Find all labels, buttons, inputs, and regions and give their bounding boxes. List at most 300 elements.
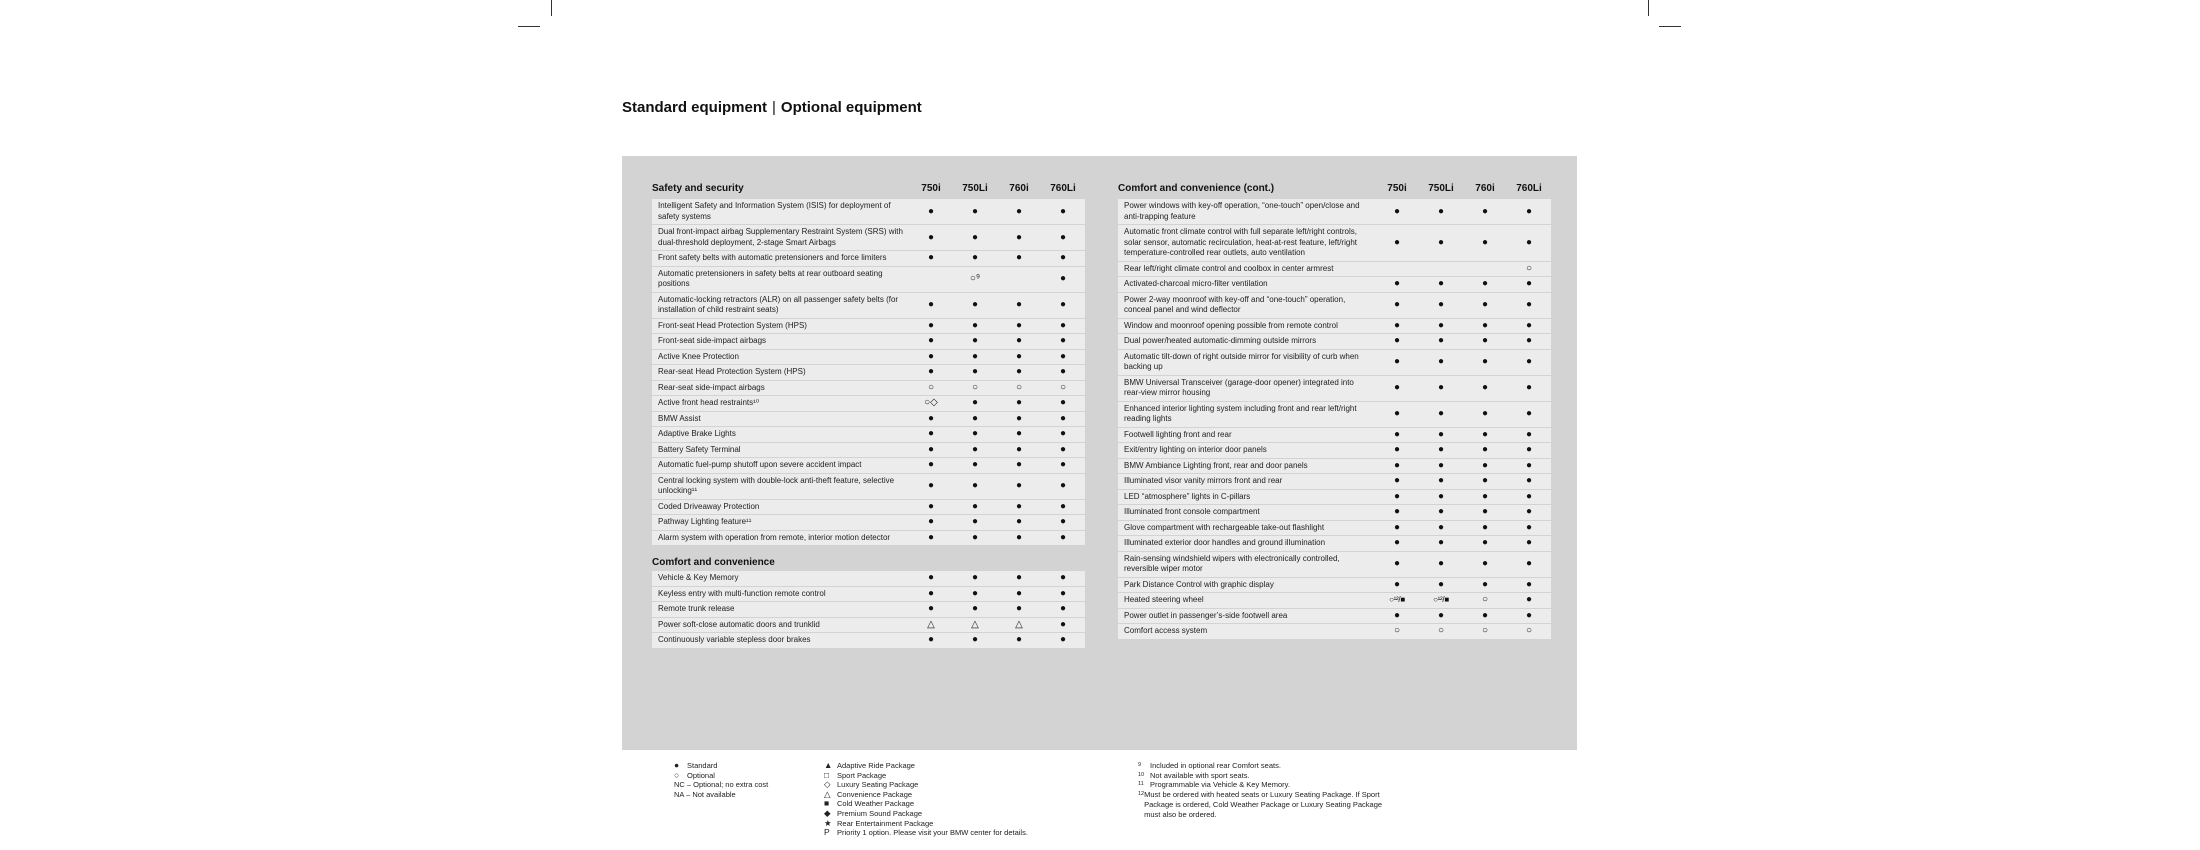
table-row bbox=[1118, 376, 1551, 401]
availability-cell: ● bbox=[927, 603, 935, 615]
feature-label: Active front head restraints¹⁰ bbox=[658, 398, 760, 407]
availability-cell: ● bbox=[1525, 335, 1533, 347]
availability-cell: ● bbox=[927, 516, 935, 528]
feature-label: BMW Universal Transceiver (garage-door opener) integrated into rear-view mirror housing bbox=[1124, 377, 1354, 397]
legend-symbol: ○ bbox=[674, 769, 680, 780]
availability-cell: ● bbox=[1059, 428, 1067, 440]
column-header-750i: 750i bbox=[1387, 182, 1407, 194]
table-row bbox=[1118, 262, 1551, 277]
availability-cell: ● bbox=[971, 252, 979, 264]
availability-cell: ● bbox=[1015, 319, 1023, 331]
availability-cell: ● bbox=[1481, 428, 1489, 440]
legend-label: Luxury Seating Package bbox=[837, 780, 919, 790]
availability-cell: ● bbox=[1481, 299, 1489, 310]
availability-cell: ● bbox=[1015, 634, 1023, 646]
availability-cell: ● bbox=[927, 587, 935, 599]
feature-label: Power soft-close automatic doors and trunklid bbox=[658, 619, 820, 629]
footnote-number: 11 bbox=[1138, 781, 1144, 788]
feature-label: LED “atmosphere” lights in C-pillars bbox=[1124, 491, 1251, 501]
availability-cell: ● bbox=[1525, 521, 1533, 533]
footnote-number: 12 bbox=[1138, 791, 1145, 798]
availability-cell: ● bbox=[1481, 578, 1489, 590]
table-row bbox=[1118, 319, 1551, 334]
feature-label: Alarm system with operation from remote, interior motion detector bbox=[658, 532, 891, 542]
availability-cell: ● bbox=[1393, 558, 1401, 569]
availability-cell: ● bbox=[1015, 480, 1023, 491]
feature-label: Intelligent Safety and Information System (ISIS) for deployment of safety systems bbox=[658, 201, 891, 221]
feature-label: Keyless entry with multi-function remote control bbox=[658, 588, 826, 598]
table-row bbox=[652, 319, 1085, 334]
table-row bbox=[1118, 505, 1551, 520]
footnote bbox=[1138, 790, 1383, 819]
footnote-number: 10 bbox=[1138, 771, 1145, 778]
availability-cell: ● bbox=[1481, 205, 1489, 217]
section-title: Comfort and convenience bbox=[652, 557, 775, 568]
availability-cell: ● bbox=[1015, 587, 1023, 599]
table-row bbox=[1118, 428, 1551, 443]
availability-cell: ● bbox=[927, 634, 935, 646]
legend-symbol: ● bbox=[674, 760, 680, 770]
section-title: Safety and security bbox=[652, 182, 744, 194]
column-header-750li: 750Li bbox=[962, 182, 988, 194]
availability-cell: ● bbox=[1437, 428, 1445, 440]
feature-label: Exit/entry lighting on interior door panels bbox=[1124, 445, 1267, 454]
availability-cell: ● bbox=[1437, 506, 1445, 518]
section-title: Comfort and convenience (cont.) bbox=[1118, 182, 1275, 194]
availability-cell: ● bbox=[971, 335, 979, 347]
legend-label: Standard bbox=[687, 761, 718, 770]
availability-cell: ● bbox=[1059, 459, 1067, 471]
table-row bbox=[652, 602, 1085, 617]
legend-label: Sport Package bbox=[837, 770, 887, 780]
availability-cell: ● bbox=[927, 480, 935, 491]
table-row bbox=[1118, 459, 1551, 474]
availability-cell: ● bbox=[927, 443, 935, 455]
availability-cell: ● bbox=[1481, 521, 1489, 533]
feature-label: Dual power/heated automatic-dimming outside mirrors bbox=[1124, 336, 1317, 345]
footnote-text: Included in optional rear Comfort seats. bbox=[1150, 761, 1281, 770]
availability-cell: ● bbox=[1393, 382, 1401, 393]
table-row bbox=[1118, 402, 1551, 427]
table-row bbox=[1118, 293, 1551, 318]
title-standard: Standard equipment bbox=[622, 99, 768, 116]
feature-label: Coded Driveaway Protection bbox=[658, 501, 760, 511]
availability-cell: ● bbox=[1525, 459, 1533, 471]
feature-label: Automatic pretensioners in safety belts at rear outboard seating positions bbox=[658, 268, 883, 288]
availability-cell: ● bbox=[1481, 382, 1489, 393]
feature-label: Activated-charcoal micro-filter ventilation bbox=[1124, 279, 1268, 288]
availability-cell: ● bbox=[1059, 335, 1067, 347]
availability-cell: ● bbox=[1525, 609, 1533, 621]
availability-cell: ● bbox=[971, 459, 979, 471]
table-row bbox=[652, 515, 1085, 530]
table-row bbox=[1118, 521, 1551, 536]
feature-label: Power 2-way moonroof with key-off and “one-touch” operation, conceal panel and wind deflector bbox=[1124, 294, 1346, 314]
legend-status bbox=[674, 761, 768, 799]
availability-cell: ● bbox=[1437, 558, 1445, 569]
availability-cell: ● bbox=[927, 572, 935, 584]
table-row bbox=[652, 571, 1085, 586]
availability-cell: ● bbox=[1437, 335, 1445, 347]
availability-cell: ● bbox=[1015, 205, 1023, 217]
availability-cell: ● bbox=[927, 252, 935, 264]
feature-label: Heated steering wheel bbox=[1124, 595, 1204, 604]
legend-label: Optional bbox=[687, 770, 715, 780]
availability-cell: ● bbox=[1059, 350, 1067, 362]
feature-label: Glove compartment with rechargeable take-out flashlight bbox=[1124, 522, 1325, 532]
footnote bbox=[1138, 771, 1383, 781]
table-row bbox=[1118, 593, 1551, 608]
table-row bbox=[652, 251, 1085, 266]
availability-cell: ● bbox=[1393, 609, 1401, 621]
legend-label: NC – Optional; no extra cost bbox=[674, 780, 769, 790]
feature-label: Park Distance Control with graphic display bbox=[1124, 579, 1274, 589]
table-row bbox=[1118, 578, 1551, 593]
availability-cell: ● bbox=[1437, 475, 1445, 487]
feature-label: Rear-seat Head Protection System (HPS) bbox=[658, 367, 806, 376]
availability-cell: ● bbox=[1393, 459, 1401, 471]
availability-cell: ● bbox=[971, 412, 979, 424]
availability-cell: ● bbox=[927, 459, 935, 471]
availability-cell: ● bbox=[1015, 531, 1023, 543]
availability-cell: ● bbox=[1437, 490, 1445, 502]
column-header-760li: 760Li bbox=[1516, 182, 1542, 194]
availability-cell: ● bbox=[1481, 236, 1489, 248]
availability-cell: ● bbox=[1059, 319, 1067, 331]
availability-cell: ● bbox=[1525, 382, 1533, 393]
table-row bbox=[652, 199, 1085, 224]
availability-cell: ● bbox=[1059, 299, 1067, 310]
availability-cell: ● bbox=[1525, 475, 1533, 487]
availability-cell: ● bbox=[1393, 490, 1401, 502]
column-header-760i: 760i bbox=[1009, 182, 1029, 194]
availability-cell: ○ bbox=[1525, 625, 1533, 637]
availability-cell: ● bbox=[1525, 578, 1533, 590]
availability-cell: ● bbox=[1059, 618, 1067, 630]
availability-cell: ● bbox=[1015, 459, 1023, 471]
feature-label: Rear left/right climate control and coolbox in center armrest bbox=[1124, 263, 1334, 273]
availability-cell: ● bbox=[1059, 587, 1067, 599]
table-row bbox=[652, 350, 1085, 365]
column-header-760li: 760Li bbox=[1050, 182, 1076, 194]
feature-label: Automatic tilt-down of right outside mirror for visibility of curb when backing up bbox=[1124, 351, 1359, 371]
title-optional: Optional equipment bbox=[780, 99, 922, 116]
availability-cell: ○ bbox=[1059, 381, 1067, 393]
availability-cell: ● bbox=[1437, 578, 1445, 590]
crop-mark bbox=[1648, 0, 1649, 16]
legend-symbol: ■ bbox=[824, 798, 830, 809]
availability-cell: ● bbox=[1437, 356, 1445, 367]
legend-symbol: □ bbox=[824, 769, 830, 780]
availability-cell: ● bbox=[971, 428, 979, 440]
legend-item bbox=[824, 828, 1028, 838]
section-header bbox=[652, 180, 1085, 196]
footnote-text: Programmable via Vehicle & Key Memory. bbox=[1150, 780, 1290, 790]
footnote-text: Must be ordered with heated seats or Luxury Seating Package. If Sport Package is ordered, Cold Weather Package or Luxury Seating Package must also be ordered. bbox=[1144, 790, 1383, 819]
availability-cell: ● bbox=[1015, 397, 1023, 409]
availability-cell: ● bbox=[1525, 594, 1533, 606]
availability-cell: ● bbox=[1481, 475, 1489, 487]
legend-item bbox=[824, 790, 1028, 800]
availability-cell: ● bbox=[1393, 335, 1401, 347]
availability-cell: ● bbox=[1525, 356, 1533, 367]
availability-cell: ● bbox=[1393, 408, 1401, 419]
table-row bbox=[1118, 474, 1551, 489]
table-row bbox=[1118, 536, 1551, 551]
availability-cell: ● bbox=[971, 443, 979, 455]
availability-cell: ● bbox=[1059, 412, 1067, 424]
availability-cell: ● bbox=[1059, 531, 1067, 543]
availability-cell: ● bbox=[1393, 521, 1401, 533]
footnote bbox=[1138, 761, 1383, 771]
feature-label: Automatic fuel-pump shutoff upon severe accident impact bbox=[658, 460, 862, 469]
availability-cell: ● bbox=[1059, 480, 1067, 491]
legend-symbol: P bbox=[824, 827, 830, 838]
feature-label: Illuminated visor vanity mirrors front and rear bbox=[1124, 476, 1283, 485]
legend-label: Rear Entertainment Package bbox=[837, 818, 934, 828]
legend-item bbox=[674, 761, 768, 771]
availability-cell: ● bbox=[1015, 428, 1023, 440]
availability-cell: ● bbox=[1393, 506, 1401, 518]
availability-cell: ● bbox=[927, 350, 935, 362]
legend-label: Priority 1 option. Please visit your BMW center for details. bbox=[837, 828, 1028, 838]
crop-mark bbox=[518, 26, 540, 27]
availability-cell: ● bbox=[971, 634, 979, 646]
availability-cell: ● bbox=[971, 572, 979, 584]
availability-cell: ● bbox=[1059, 516, 1067, 528]
availability-cell: ● bbox=[1525, 506, 1533, 518]
availability-cell: ● bbox=[1059, 603, 1067, 615]
feature-label: Power outlet in passenger’s-side footwell area bbox=[1124, 610, 1288, 620]
availability-cell: △ bbox=[971, 618, 979, 630]
feature-label: Remote trunk release bbox=[658, 604, 735, 613]
availability-cell: ● bbox=[1393, 537, 1401, 549]
legend-label: Cold Weather Package bbox=[837, 799, 914, 809]
table-row bbox=[1118, 277, 1551, 292]
page-title bbox=[622, 99, 922, 116]
legend-item bbox=[674, 780, 768, 790]
availability-cell: ● bbox=[971, 500, 979, 512]
legend-label: Premium Sound Package bbox=[837, 808, 923, 818]
table-row bbox=[652, 267, 1085, 292]
availability-cell: ● bbox=[1437, 408, 1445, 419]
table-row bbox=[1118, 199, 1551, 224]
availability-cell: ● bbox=[1481, 609, 1489, 621]
title-separator: | bbox=[772, 99, 776, 116]
feature-label: Power windows with key-off operation, “one-touch” open/close and anti-trapping feature bbox=[1124, 201, 1360, 221]
availability-cell: ○◇ bbox=[924, 397, 938, 409]
availability-cell: ○ bbox=[971, 381, 979, 393]
availability-cell: ● bbox=[1437, 459, 1445, 471]
legend-item bbox=[824, 780, 1028, 790]
availability-cell: ● bbox=[971, 231, 979, 243]
availability-cell: ● bbox=[971, 350, 979, 362]
footnote-number: 9 bbox=[1138, 762, 1142, 768]
availability-cell: ● bbox=[927, 335, 935, 347]
crop-mark bbox=[1659, 26, 1681, 27]
availability-cell: ○¹²/■ bbox=[1433, 595, 1449, 605]
footnotes bbox=[1138, 761, 1383, 819]
feature-label: Vehicle & Key Memory bbox=[658, 573, 739, 582]
availability-cell: ● bbox=[927, 531, 935, 543]
availability-cell: ● bbox=[927, 412, 935, 424]
feature-label: Active Knee Protection bbox=[658, 351, 739, 361]
availability-cell: ● bbox=[971, 366, 979, 378]
availability-cell: ● bbox=[1393, 444, 1401, 456]
availability-cell: ● bbox=[1393, 356, 1401, 367]
availability-cell: ● bbox=[1059, 572, 1067, 584]
availability-cell: ● bbox=[1437, 319, 1445, 331]
availability-cell: ● bbox=[971, 205, 979, 217]
availability-cell: ● bbox=[1525, 558, 1533, 569]
availability-cell: ● bbox=[927, 205, 935, 217]
section-header bbox=[1118, 180, 1551, 196]
availability-cell: ● bbox=[1015, 572, 1023, 584]
right-equipment-table bbox=[1118, 180, 1551, 640]
left-equipment-table bbox=[652, 180, 1085, 649]
table-row bbox=[652, 531, 1085, 546]
availability-cell: ● bbox=[1059, 397, 1067, 409]
legend-item bbox=[824, 761, 1028, 771]
feature-label: Continuously variable stepless door brakes bbox=[658, 635, 811, 644]
availability-cell: ○¹²/■ bbox=[1389, 595, 1405, 605]
availability-cell: ● bbox=[971, 587, 979, 599]
availability-cell: ○ bbox=[1393, 625, 1401, 637]
availability-cell: ● bbox=[1481, 490, 1489, 502]
table-row bbox=[652, 412, 1085, 427]
availability-cell: ● bbox=[1059, 634, 1067, 646]
availability-cell: △ bbox=[927, 618, 935, 630]
table-row bbox=[1118, 609, 1551, 624]
feature-label: BMW Assist bbox=[658, 413, 701, 423]
availability-cell: ● bbox=[927, 428, 935, 440]
legend-item bbox=[824, 809, 1028, 819]
availability-cell: ● bbox=[1059, 252, 1067, 264]
availability-cell: ● bbox=[1481, 537, 1489, 549]
feature-label: Front-seat Head Protection System (HPS) bbox=[658, 320, 807, 330]
availability-cell: ● bbox=[1015, 500, 1023, 512]
column-header-750i: 750i bbox=[921, 182, 941, 194]
table-row bbox=[1118, 443, 1551, 458]
table-row bbox=[1118, 334, 1551, 349]
feature-label: Front-seat side-impact airbags bbox=[658, 336, 767, 345]
feature-label: Adaptive Brake Lights bbox=[658, 429, 736, 438]
availability-cell: ● bbox=[927, 500, 935, 512]
availability-cell: ● bbox=[1437, 444, 1445, 456]
availability-cell: ● bbox=[1059, 273, 1067, 284]
availability-cell: ● bbox=[1481, 356, 1489, 367]
availability-cell: ● bbox=[1525, 205, 1533, 217]
availability-cell: ● bbox=[1015, 412, 1023, 424]
table-row bbox=[652, 458, 1085, 473]
availability-cell: ● bbox=[971, 603, 979, 615]
availability-cell: ● bbox=[1059, 500, 1067, 512]
availability-cell: ○⁹ bbox=[969, 273, 981, 284]
legend-label: Adaptive Ride Package bbox=[837, 761, 915, 770]
column-header-750li: 750Li bbox=[1428, 182, 1454, 194]
availability-cell: ● bbox=[1481, 278, 1489, 290]
availability-cell: ● bbox=[1393, 299, 1401, 310]
table-row bbox=[652, 474, 1085, 499]
availability-cell: ● bbox=[1393, 205, 1401, 217]
table-row bbox=[652, 381, 1085, 396]
legend-label: NA – Not available bbox=[674, 789, 736, 799]
feature-label: Automatic front climate control with full separate left/right controls, solar sensor, automatic recirculation, heat-at-rest feature, left/right temperature-controlled rear outlets, auto ventilation bbox=[1124, 227, 1357, 257]
feature-label: Battery Safety Terminal bbox=[658, 444, 741, 454]
availability-cell: ○ bbox=[1015, 381, 1023, 393]
footnote-text: Not available with sport seats. bbox=[1150, 770, 1250, 780]
availability-cell: ● bbox=[1437, 236, 1445, 248]
table-row bbox=[1118, 350, 1551, 375]
availability-cell: ○ bbox=[1525, 262, 1533, 274]
availability-cell: ● bbox=[1481, 335, 1489, 347]
availability-cell: ● bbox=[1525, 299, 1533, 310]
availability-cell: ● bbox=[1481, 444, 1489, 456]
availability-cell: ● bbox=[971, 299, 979, 310]
table-row bbox=[652, 396, 1085, 411]
availability-cell: ● bbox=[1525, 319, 1533, 331]
feature-label: Footwell lighting front and rear bbox=[1124, 429, 1232, 439]
feature-label: Automatic-locking retractors (ALR) on all passenger safety belts (for installation of child restraint seats) bbox=[658, 294, 899, 314]
footnote bbox=[1138, 780, 1383, 790]
legend-symbol: ★ bbox=[824, 817, 832, 828]
feature-label: Rear-seat side-impact airbags bbox=[658, 382, 765, 392]
feature-label: Rain-sensing windshield wipers with electronically controlled, reversible wiper motor bbox=[1124, 553, 1340, 573]
legend-symbol: ◆ bbox=[824, 807, 831, 818]
availability-cell: ● bbox=[1015, 252, 1023, 264]
availability-cell: ● bbox=[927, 231, 935, 243]
availability-cell: ● bbox=[1481, 319, 1489, 331]
feature-label: BMW Ambiance Lighting front, rear and door panels bbox=[1124, 460, 1308, 470]
availability-cell: ● bbox=[1059, 366, 1067, 378]
legend-item bbox=[824, 771, 1028, 781]
table-row bbox=[652, 618, 1085, 633]
crop-mark bbox=[551, 0, 552, 16]
availability-cell: ● bbox=[927, 299, 935, 310]
availability-cell: ● bbox=[1525, 278, 1533, 290]
table-row bbox=[1118, 624, 1551, 639]
availability-cell: ● bbox=[1481, 408, 1489, 419]
feature-label: Dual front-impact airbag Supplementary Restraint System (SRS) with dual-threshold deployment, 2-stage Smart Airbags bbox=[658, 227, 903, 247]
table-row bbox=[652, 633, 1085, 648]
legend-item bbox=[674, 790, 768, 800]
availability-cell: ● bbox=[1437, 205, 1445, 217]
availability-cell: ● bbox=[1015, 335, 1023, 347]
availability-cell: ● bbox=[927, 366, 935, 378]
legend-symbol: ▲ bbox=[824, 760, 833, 770]
table-row bbox=[652, 365, 1085, 380]
feature-label: Illuminated exterior door handles and ground illumination bbox=[1124, 538, 1326, 547]
table-row bbox=[652, 293, 1085, 318]
availability-cell: ● bbox=[1015, 443, 1023, 455]
availability-cell: ● bbox=[971, 480, 979, 491]
availability-cell: ● bbox=[1393, 428, 1401, 440]
availability-cell: ● bbox=[1015, 350, 1023, 362]
table-row bbox=[652, 427, 1085, 442]
table-row bbox=[1118, 225, 1551, 261]
availability-cell: △ bbox=[1015, 618, 1023, 630]
availability-cell: ● bbox=[1393, 278, 1401, 290]
legend-symbol: △ bbox=[824, 788, 831, 799]
feature-label: Central locking system with double-lock anti-theft feature, selective unlocking¹¹ bbox=[658, 475, 895, 495]
availability-cell: ● bbox=[1525, 236, 1533, 248]
availability-cell: ● bbox=[1437, 609, 1445, 621]
availability-cell: ○ bbox=[1481, 625, 1489, 637]
legend-item bbox=[674, 771, 768, 781]
table-row bbox=[652, 587, 1085, 602]
table-row bbox=[1118, 552, 1551, 577]
availability-cell: ● bbox=[1059, 205, 1067, 217]
